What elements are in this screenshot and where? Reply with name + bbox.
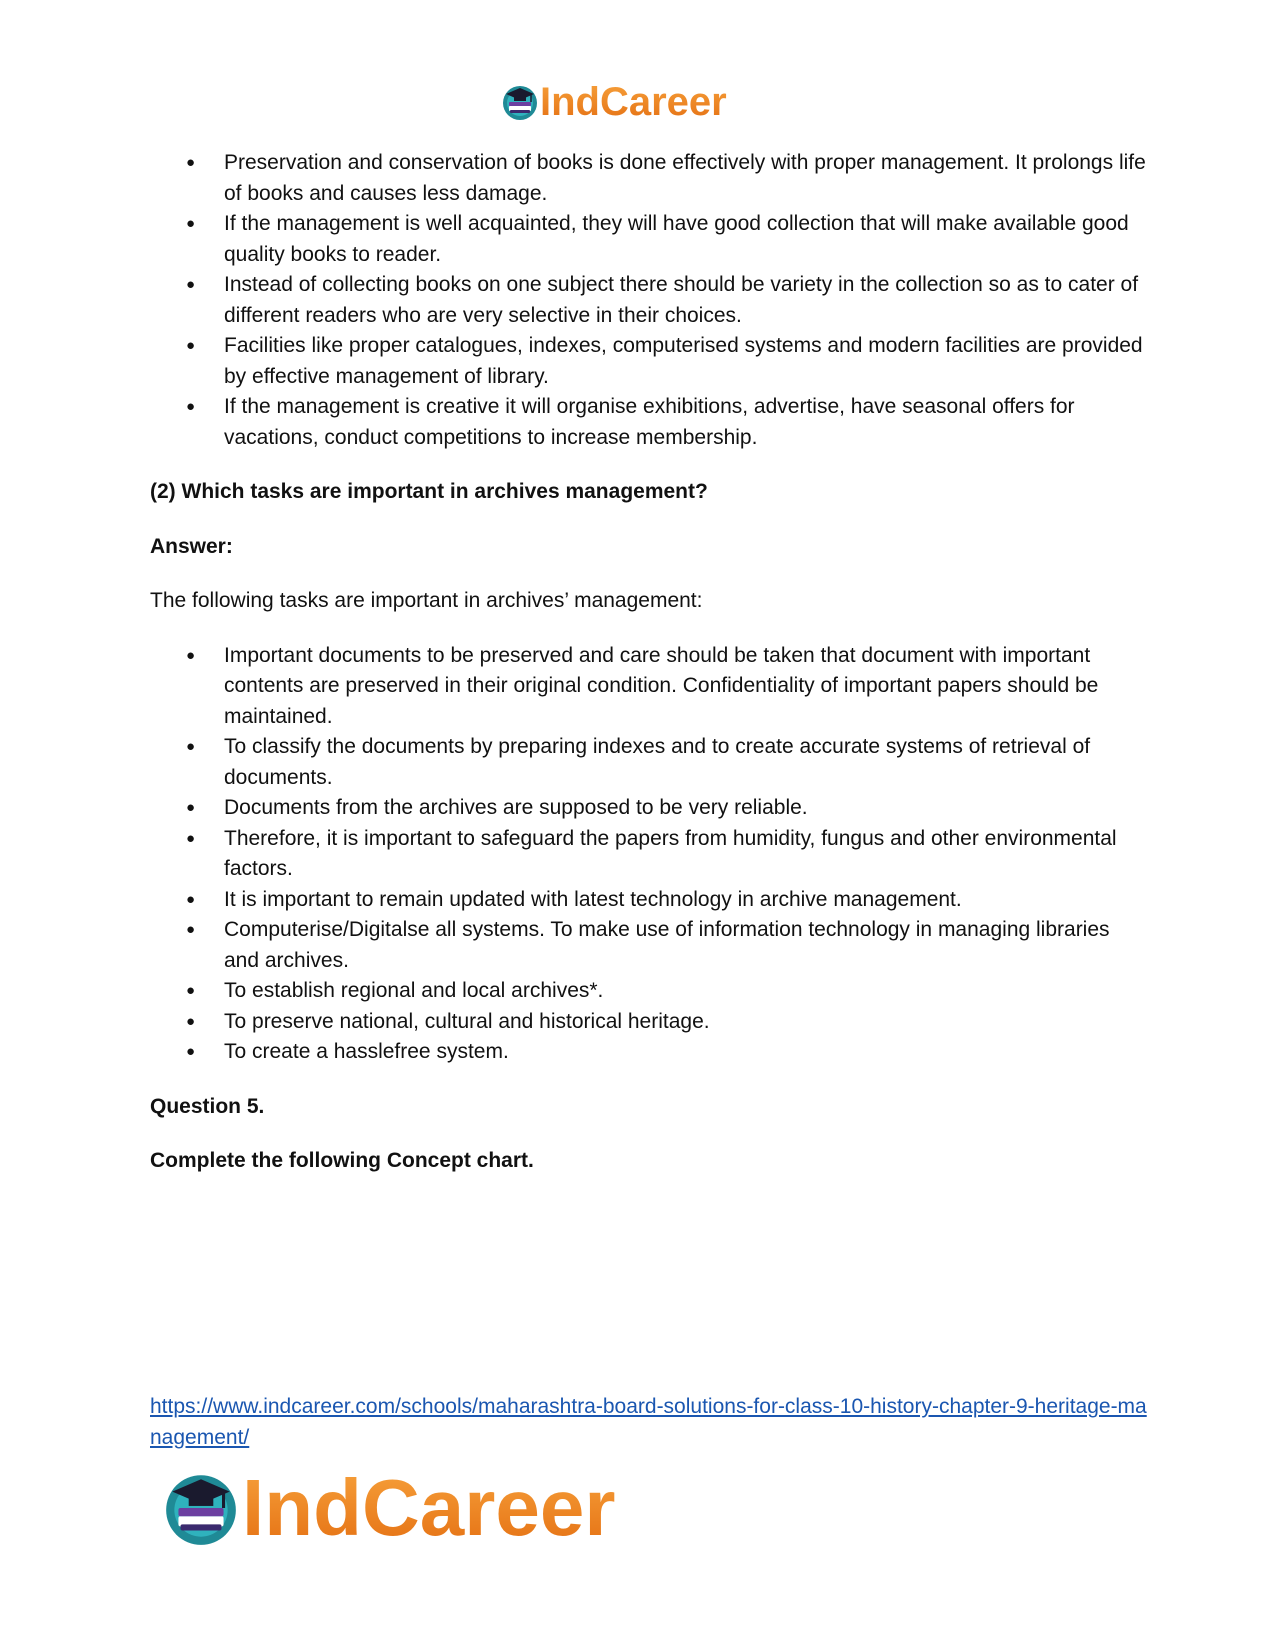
list-item: ● Important documents to be preserved and care should be taken that document with important contents are preserved in their original condition. Confidentiality of important papers should be maintained.	[224, 641, 1150, 733]
logo-text: IndCareer	[540, 80, 727, 124]
list-item: ● If the management is creative it will organise exhibitions, advertise, have seasonal offers for vacations, conduct competitions to increase membership.	[224, 392, 1150, 453]
question-2-heading: (2) Which tasks are important in archives management?	[150, 480, 708, 503]
list-item: ● Documents from the archives are supposed to be very reliable.	[224, 793, 1150, 824]
list-item: ● Instead of collecting books on one subject there should be variety in the collection so as to cater of different readers who are very selective in their choices.	[224, 270, 1150, 331]
source-link[interactable]: https://www.indcareer.com/schools/maharashtra-board-solutions-for-class-10-history-chapter-9-heritage-management/	[150, 1395, 1147, 1449]
list-item: ● Preservation and conservation of books is done effectively with proper management. It prolongs life of books and causes less damage.	[224, 148, 1150, 209]
answer-label: Answer:	[150, 534, 233, 558]
question-5-heading: Question 5.	[150, 1094, 265, 1118]
footer-logo	[160, 1464, 615, 1552]
document-body	[150, 148, 1150, 1177]
list-item: ● Computerise/Digitalse all systems. To make use of information technology in managing libraries and archives.	[224, 915, 1150, 976]
list-item: ● Facilities like proper catalogues, indexes, computerised systems and modern facilities are provided by effective management of library.	[224, 331, 1150, 392]
list-item: ● Therefore, it is important to safeguard the papers from humidity, fungus and other environmental factors.	[224, 824, 1150, 885]
list-item: ● If the management is well acquainted, they will have good collection that will make available good quality books to reader.	[224, 209, 1150, 270]
answer-intro: The following tasks are important in archives’ management:	[150, 589, 703, 612]
list-item: ● To classify the documents by preparing indexes and to create accurate systems of retrieval of documents.	[224, 732, 1150, 793]
list-item: ● It is important to remain updated with latest technology in archive management.	[224, 885, 1150, 916]
header-logo	[500, 80, 727, 124]
question-5-instruction: Complete the following Concept chart.	[150, 1149, 534, 1172]
logo-text: IndCareer	[242, 1463, 616, 1552]
list-item: ● To preserve national, cultural and historical heritage.	[224, 1007, 1150, 1038]
intro-bullet-list	[150, 148, 1150, 453]
archives-task-list	[150, 641, 1150, 1068]
list-item: ● To create a hasslefree system.	[224, 1037, 1150, 1068]
list-item: ● To establish regional and local archives*.	[224, 976, 1150, 1007]
graduation-cap-books-icon	[160, 1467, 242, 1549]
graduation-cap-books-icon	[500, 82, 540, 122]
